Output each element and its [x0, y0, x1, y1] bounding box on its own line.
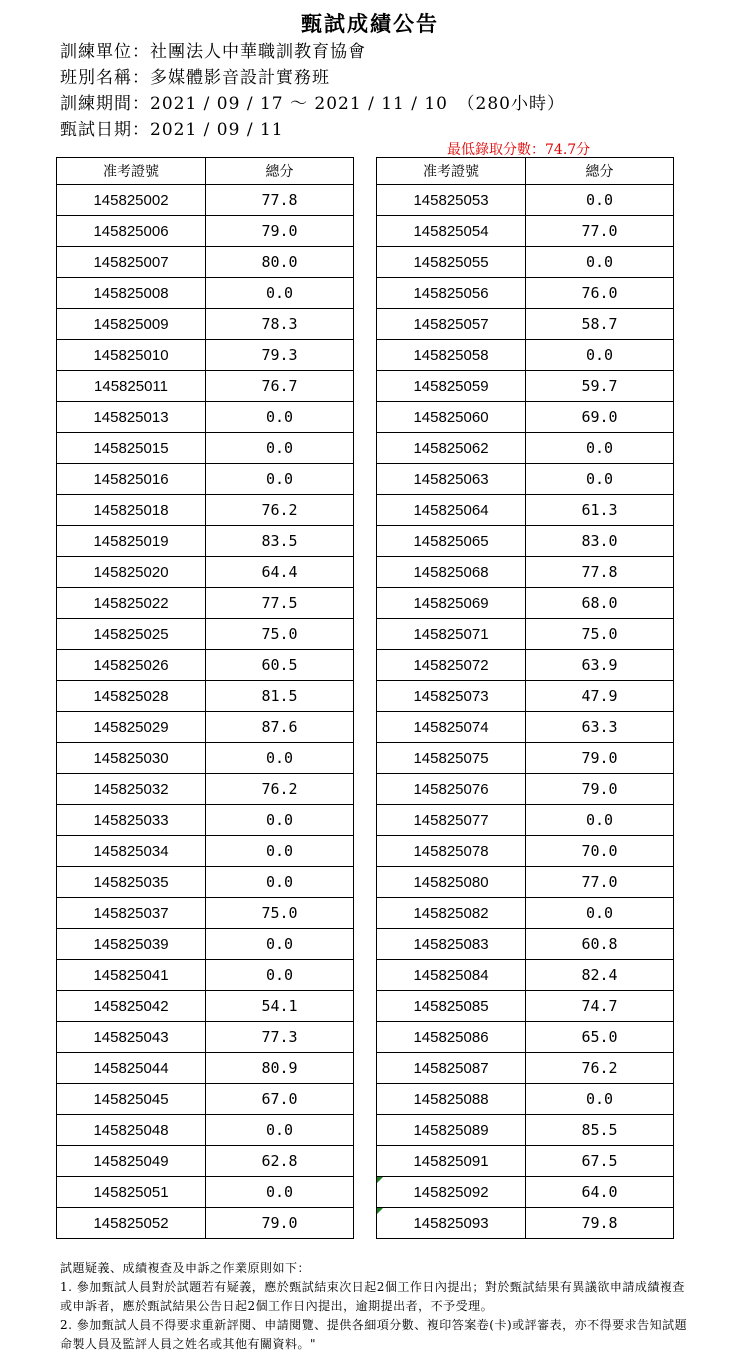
table-row [377, 991, 674, 1022]
table-row [57, 1177, 354, 1208]
score-cell: 76.2 [526, 1053, 674, 1084]
table-header-row [377, 158, 674, 185]
table-row [57, 216, 354, 247]
score-cell: 0.0 [526, 1084, 674, 1115]
exam-id-cell: 145825026 [57, 650, 206, 681]
exam-id-cell [377, 1208, 526, 1239]
score-cell: 0.0 [206, 836, 354, 867]
score-cell: 77.8 [526, 557, 674, 588]
exam-id-cell: 145825073 [377, 681, 526, 712]
exam-id-cell: 145825068 [377, 557, 526, 588]
table-row [377, 867, 674, 898]
exam-id-cell: 145825043 [57, 1022, 206, 1053]
exam-id-cell: 145825028 [57, 681, 206, 712]
score-cell: 83.0 [526, 526, 674, 557]
score-cell: 67.5 [526, 1146, 674, 1177]
exam-id-cell: 145825008 [57, 278, 206, 309]
table-row [377, 402, 674, 433]
exam-id-cell: 145825006 [57, 216, 206, 247]
table-row [377, 1084, 674, 1115]
exam-id-cell: 145825082 [377, 898, 526, 929]
score-cell: 80.0 [206, 247, 354, 278]
score-cell: 76.2 [206, 774, 354, 805]
exam-id-cell: 145825077 [377, 805, 526, 836]
score-cell: 0.0 [206, 960, 354, 991]
exam-id-cell: 145825072 [377, 650, 526, 681]
table-row [377, 433, 674, 464]
score-cell: 0.0 [526, 247, 674, 278]
score-cell: 59.7 [526, 371, 674, 402]
score-cell: 87.6 [206, 712, 354, 743]
header-score: 總分 [526, 158, 674, 185]
table-row [377, 960, 674, 991]
table-row [57, 712, 354, 743]
notes-item-1: 1. 參加甄試人員對於試題若有疑義，應於甄試結束次日起2個工作日內提出；對於甄試結果有異議欲申請成績複查或申訴者，應於甄試結果公告日起2個工作日內提出，逾期提出者，不予受理。 [60, 1280, 685, 1313]
score-cell: 58.7 [526, 309, 674, 340]
exam-id-cell: 145825002 [57, 185, 206, 216]
table-row [377, 1208, 674, 1239]
score-cell: 0.0 [526, 185, 674, 216]
exam-id-text: 145825093 [413, 1214, 489, 1232]
table-row [377, 557, 674, 588]
appeal-notes [60, 1259, 690, 1354]
exam-id-cell: 145825083 [377, 929, 526, 960]
score-cell: 79.0 [526, 774, 674, 805]
exam-id-cell: 145825055 [377, 247, 526, 278]
table-row [57, 650, 354, 681]
score-cell: 0.0 [206, 867, 354, 898]
exam-id-cell: 145825032 [57, 774, 206, 805]
score-cell: 0.0 [206, 402, 354, 433]
table-row [57, 929, 354, 960]
score-cell: 63.9 [526, 650, 674, 681]
page-title: 甄試成績公告 [301, 11, 439, 36]
score-cell: 74.7 [526, 991, 674, 1022]
exam-id-cell: 145825054 [377, 216, 526, 247]
exam-id-cell: 145825062 [377, 433, 526, 464]
score-cell: 81.5 [206, 681, 354, 712]
table-row [377, 1146, 674, 1177]
table-row [377, 743, 674, 774]
score-cell: 0.0 [526, 805, 674, 836]
exam-id-cell: 145825065 [377, 526, 526, 557]
exam-id-cell: 145825074 [377, 712, 526, 743]
exam-id-cell [377, 1177, 526, 1208]
exam-id-cell: 145825064 [377, 495, 526, 526]
table-row [57, 557, 354, 588]
score-cell: 78.3 [206, 309, 354, 340]
table-row [377, 278, 674, 309]
score-cell: 69.0 [526, 402, 674, 433]
exam-id-cell: 145825011 [57, 371, 206, 402]
score-cell: 0.0 [206, 433, 354, 464]
table-row [377, 929, 674, 960]
scores-table-right [376, 157, 674, 1239]
score-cell: 0.0 [526, 898, 674, 929]
score-cell: 76.2 [206, 495, 354, 526]
table-row [57, 805, 354, 836]
exam-id-cell: 145825080 [377, 867, 526, 898]
table-row [377, 464, 674, 495]
table-row [57, 619, 354, 650]
table-row [377, 712, 674, 743]
minimum-admission-score: 最低錄取分數：74.7分 [447, 142, 591, 158]
exam-id-cell: 145825076 [377, 774, 526, 805]
table-row [377, 309, 674, 340]
score-cell: 54.1 [206, 991, 354, 1022]
score-cell: 0.0 [206, 1177, 354, 1208]
table-row [57, 1084, 354, 1115]
score-cell: 64.0 [526, 1177, 674, 1208]
exam-id-cell: 145825039 [57, 929, 206, 960]
table-row [57, 526, 354, 557]
score-cell: 62.8 [206, 1146, 354, 1177]
exam-id-cell: 145825042 [57, 991, 206, 1022]
score-cell: 79.3 [206, 340, 354, 371]
training-unit: 訓練單位：社團法人中華職訓教育協會 [60, 42, 366, 62]
table-row [377, 247, 674, 278]
header-score: 總分 [206, 158, 354, 185]
scores-table-left [56, 157, 354, 1239]
exam-date: 甄試日期：2021 / 09 / 11 [60, 120, 284, 140]
table-row [377, 898, 674, 929]
training-period: 訓練期間：2021 / 09 / 17 ～ 2021 / 11 / 10 （280小時） [60, 94, 565, 114]
score-cell: 47.9 [526, 681, 674, 712]
exam-id-cell: 145825010 [57, 340, 206, 371]
exam-id-cell: 145825089 [377, 1115, 526, 1146]
table-row [57, 588, 354, 619]
exam-id-cell: 145825016 [57, 464, 206, 495]
table-row [377, 836, 674, 867]
score-cell: 61.3 [526, 495, 674, 526]
exam-id-cell: 145825052 [57, 1208, 206, 1239]
exam-id-cell: 145825034 [57, 836, 206, 867]
score-cell: 0.0 [526, 433, 674, 464]
table-row [57, 681, 354, 712]
table-row [377, 650, 674, 681]
table-row [57, 1115, 354, 1146]
exam-id-cell: 145825071 [377, 619, 526, 650]
table-row [57, 433, 354, 464]
table-row [377, 619, 674, 650]
exam-id-cell: 145825084 [377, 960, 526, 991]
score-cell: 79.0 [206, 1208, 354, 1239]
table-row [57, 774, 354, 805]
score-cell: 63.3 [526, 712, 674, 743]
exam-id-cell: 145825035 [57, 867, 206, 898]
score-cell: 68.0 [526, 588, 674, 619]
score-cell: 0.0 [206, 805, 354, 836]
table-row [377, 774, 674, 805]
table-row [377, 681, 674, 712]
table-row [57, 464, 354, 495]
notes-item-2: 2. 參加甄試人員不得要求重新評閱、申請閱覽、提供各細項分數、複印答案卷(卡)或評審表，亦不得要求告知試題命製人員及監評人員之姓名或其他有關資料。" [60, 1318, 688, 1351]
table-row [57, 1053, 354, 1084]
score-cell: 85.5 [526, 1115, 674, 1146]
table-row [377, 588, 674, 619]
table-row [377, 185, 674, 216]
score-cell: 64.4 [206, 557, 354, 588]
exam-id-cell: 145825058 [377, 340, 526, 371]
exam-id-cell: 145825078 [377, 836, 526, 867]
table-row [57, 836, 354, 867]
table-row [57, 960, 354, 991]
score-cell: 77.3 [206, 1022, 354, 1053]
exam-id-cell: 145825013 [57, 402, 206, 433]
table-row [377, 216, 674, 247]
exam-id-cell: 145825056 [377, 278, 526, 309]
table-row [377, 495, 674, 526]
score-cell: 76.7 [206, 371, 354, 402]
scores-table-right-body [377, 185, 674, 1239]
exam-id-cell: 145825044 [57, 1053, 206, 1084]
score-cell: 67.0 [206, 1084, 354, 1115]
exam-id-cell: 145825091 [377, 1146, 526, 1177]
score-cell: 60.8 [526, 929, 674, 960]
score-cell: 0.0 [526, 464, 674, 495]
table-row [57, 867, 354, 898]
header-id: 准考證號 [377, 158, 526, 185]
table-row [377, 805, 674, 836]
score-cell: 77.0 [526, 867, 674, 898]
exam-id-cell: 145825049 [57, 1146, 206, 1177]
score-cell: 83.5 [206, 526, 354, 557]
table-row [377, 340, 674, 371]
score-cell: 79.8 [526, 1208, 674, 1239]
table-row [57, 185, 354, 216]
table-row [377, 1022, 674, 1053]
score-cell: 75.0 [206, 619, 354, 650]
score-cell: 82.4 [526, 960, 674, 991]
exam-id-cell: 145825075 [377, 743, 526, 774]
score-cell: 70.0 [526, 836, 674, 867]
exam-id-cell: 145825060 [377, 402, 526, 433]
exam-id-cell: 145825053 [377, 185, 526, 216]
score-cell: 80.9 [206, 1053, 354, 1084]
table-row [377, 371, 674, 402]
exam-id-cell: 145825087 [377, 1053, 526, 1084]
exam-id-cell: 145825019 [57, 526, 206, 557]
table-row [377, 1177, 674, 1208]
notes-heading: 試題疑義、成績複查及申訴之作業原則如下： [60, 1261, 311, 1275]
table-row [377, 1053, 674, 1084]
score-cell: 0.0 [526, 340, 674, 371]
exam-id-cell: 145825059 [377, 371, 526, 402]
exam-id-cell: 145825030 [57, 743, 206, 774]
table-row [57, 991, 354, 1022]
cell-marker-icon [377, 1177, 383, 1183]
exam-id-cell: 145825022 [57, 588, 206, 619]
score-cell: 60.5 [206, 650, 354, 681]
table-row [57, 1146, 354, 1177]
table-row [57, 371, 354, 402]
exam-id-cell: 145825048 [57, 1115, 206, 1146]
table-row [57, 402, 354, 433]
table-row [57, 247, 354, 278]
score-cell: 79.0 [526, 743, 674, 774]
exam-id-cell: 145825041 [57, 960, 206, 991]
score-cell: 0.0 [206, 278, 354, 309]
exam-id-cell: 145825085 [377, 991, 526, 1022]
score-cell: 65.0 [526, 1022, 674, 1053]
score-cell: 0.0 [206, 929, 354, 960]
exam-id-cell: 145825007 [57, 247, 206, 278]
exam-id-cell: 145825029 [57, 712, 206, 743]
table-row [57, 1208, 354, 1239]
exam-id-text: 145825092 [413, 1183, 489, 1201]
exam-id-cell: 145825051 [57, 1177, 206, 1208]
score-cell: 75.0 [526, 619, 674, 650]
table-row [377, 1115, 674, 1146]
table-row [57, 743, 354, 774]
exam-id-cell: 145825015 [57, 433, 206, 464]
table-row [377, 526, 674, 557]
score-cell: 79.0 [206, 216, 354, 247]
score-cell: 77.0 [526, 216, 674, 247]
score-cell: 75.0 [206, 898, 354, 929]
exam-id-cell: 145825009 [57, 309, 206, 340]
table-row [57, 309, 354, 340]
score-cell: 0.0 [206, 1115, 354, 1146]
table-row [57, 278, 354, 309]
class-name: 班別名稱：多媒體影音設計實務班 [60, 68, 330, 88]
scores-table-left-body [57, 185, 354, 1239]
exam-id-cell: 145825057 [377, 309, 526, 340]
table-row [57, 340, 354, 371]
exam-id-cell: 145825018 [57, 495, 206, 526]
exam-id-cell: 145825020 [57, 557, 206, 588]
table-header-row [57, 158, 354, 185]
exam-id-cell: 145825069 [377, 588, 526, 619]
score-cell: 77.8 [206, 185, 354, 216]
score-cell: 76.0 [526, 278, 674, 309]
cell-marker-icon [377, 1208, 383, 1214]
exam-id-cell: 145825088 [377, 1084, 526, 1115]
exam-id-cell: 145825045 [57, 1084, 206, 1115]
score-cell: 0.0 [206, 743, 354, 774]
exam-id-cell: 145825063 [377, 464, 526, 495]
table-row [57, 1022, 354, 1053]
exam-id-cell: 145825033 [57, 805, 206, 836]
exam-id-cell: 145825025 [57, 619, 206, 650]
header-id: 准考證號 [57, 158, 206, 185]
table-row [57, 898, 354, 929]
exam-id-cell: 145825086 [377, 1022, 526, 1053]
exam-id-cell: 145825037 [57, 898, 206, 929]
table-row [57, 495, 354, 526]
score-cell: 0.0 [206, 464, 354, 495]
score-cell: 77.5 [206, 588, 354, 619]
